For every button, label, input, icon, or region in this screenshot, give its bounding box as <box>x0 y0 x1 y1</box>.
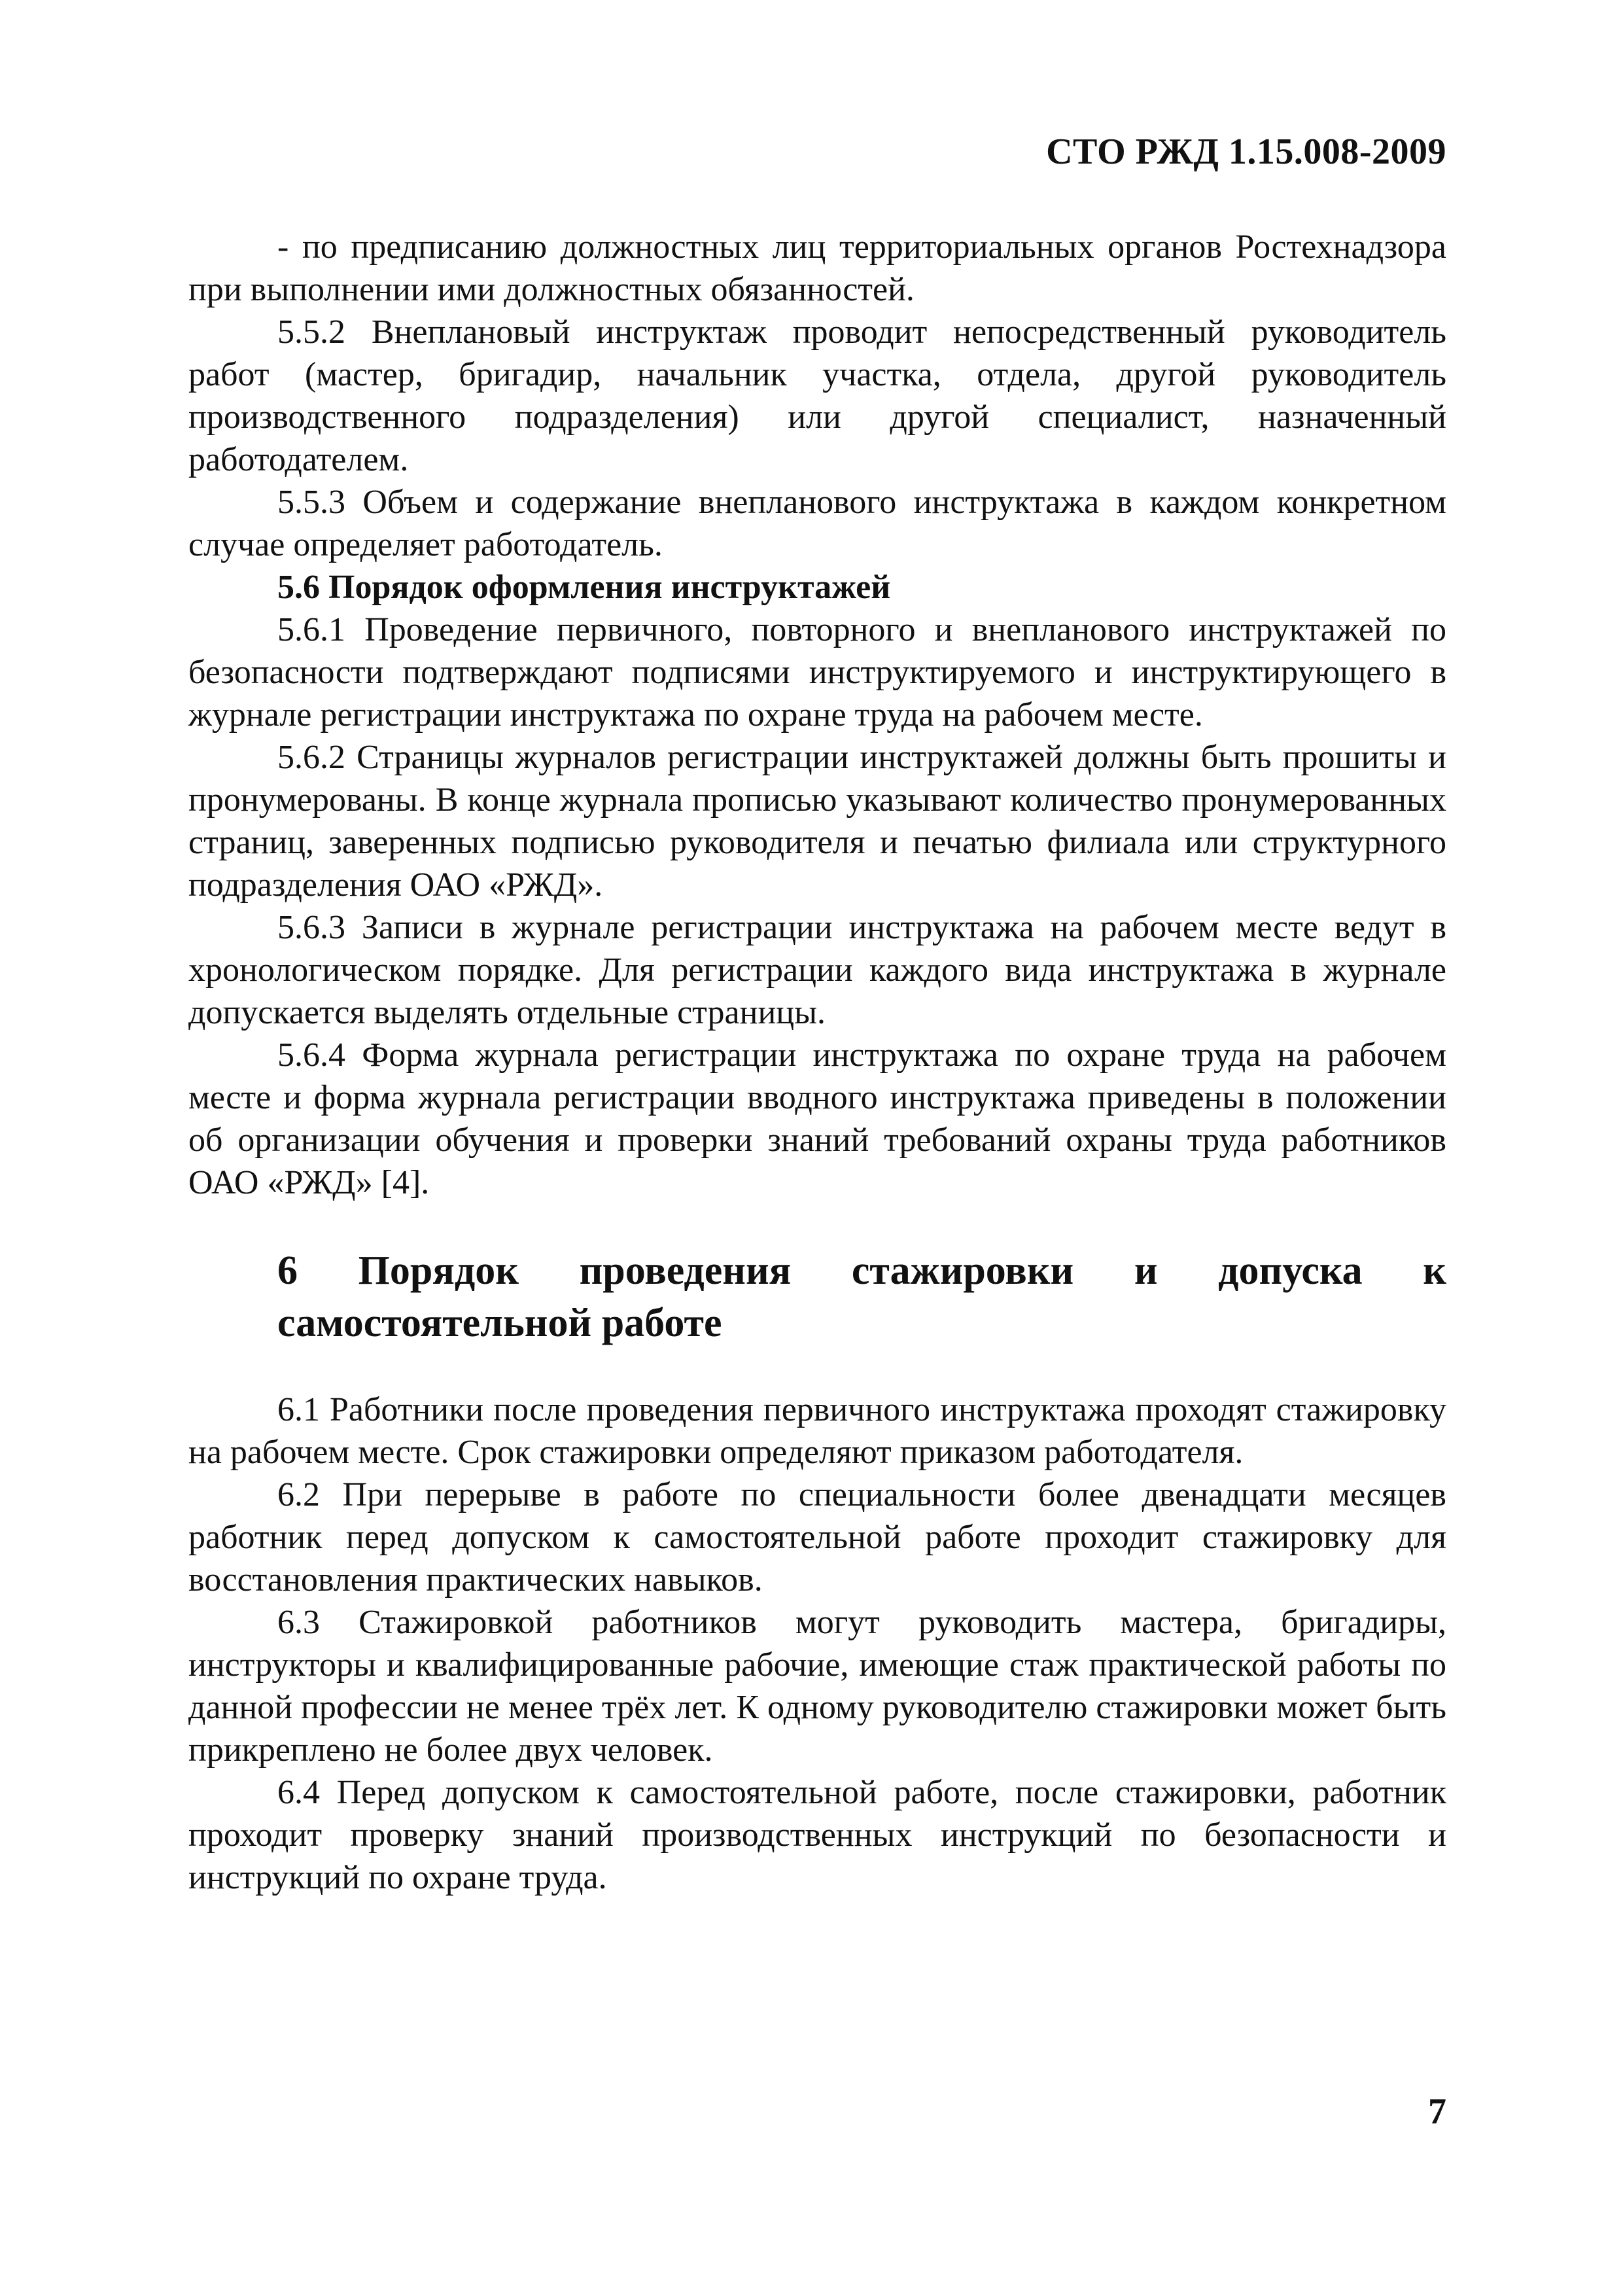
page-content <box>188 226 1446 1899</box>
paragraph-5-6-4: 5.6.4 Форма журнала регистрации инструктажа по охране труда на рабочем месте и форма журнала регистрации вводного инструктажа приведены в положении об организации обучения и проверки знаний требований охраны труда работников ОАО «РЖД» [4]. <box>188 1036 1446 1201</box>
paragraph-5-5-2: 5.5.2 Внеплановый инструктаж проводит непосредственный руководитель работ (мастер, бригадир, начальник участка, отдела, другой руководитель производственного подразделения) или другой специалист, назначенный работодателем. <box>188 313 1446 478</box>
paragraph-5-6-2: 5.6.2 Страницы журналов регистрации инструктажей должны быть прошиты и пронумерованы. В конце журнала прописью указывают количество пронумерованных страниц, заверенных подписью руководителя и печатью филиала или структурного подразделения ОАО «РЖД». <box>188 739 1446 904</box>
subheading-5-6: 5.6 Порядок оформления инструктажей <box>277 569 891 606</box>
paragraph-6-1: 6.1 Работники после проведения первичного инструктажа проходят стажировку на рабочем месте. Срок стажировки определяют приказом работодателя. <box>188 1391 1446 1471</box>
section-6-heading: 6 Порядок проведения стажировки и допуска к самостоятельной работе <box>277 1248 1446 1345</box>
paragraph-5-5-3: 5.5.3 Объем и содержание внепланового инструктажа в каждом конкретном случае определяет работодатель. <box>188 484 1446 563</box>
paragraph-5-6-3: 5.6.3 Записи в журнале регистрации инструктажа на рабочем месте ведут в хронологическом порядке. Для регистрации каждого вида инструктажа в журнале допускается выделять отдельные страницы. <box>188 909 1446 1031</box>
paragraph-5-6-1: 5.6.1 Проведение первичного, повторного и внепланового инструктажей по безопасности подтверждают подписями инструктируемого и инструктирующего в журнале регистрации инструктажа по охране труда на рабочем месте. <box>188 611 1446 733</box>
paragraph-rostekhnadzor: - по предписанию должностных лиц территориальных органов Ростехнадзора при выполнении ими должностных обязанностей. <box>188 228 1446 308</box>
document-code: СТО РЖД 1.15.008-2009 <box>1046 132 1446 172</box>
page-number: 7 <box>1428 2091 1446 2132</box>
paragraph-6-4: 6.4 Перед допуском к самостоятельной работе, после стажировки, работник проходит проверку знаний производственных инструкций по безопасности и инструкций по охране труда. <box>188 1774 1446 1896</box>
paragraph-6-2: 6.2 При перерыве в работе по специальности более двенадцати месяцев работник перед допуском к самостоятельной работе проходит стажировку для восстановления практических навыков. <box>188 1476 1446 1598</box>
paragraph-6-3: 6.3 Стажировкой работников могут руководить мастера, бригадиры, инструкторы и квалифицированные рабочие, имеющие стаж практической работы по данной профессии не менее трёх лет. К одному руководителю стажировки может быть прикреплено не более двух человек. <box>188 1604 1446 1769</box>
